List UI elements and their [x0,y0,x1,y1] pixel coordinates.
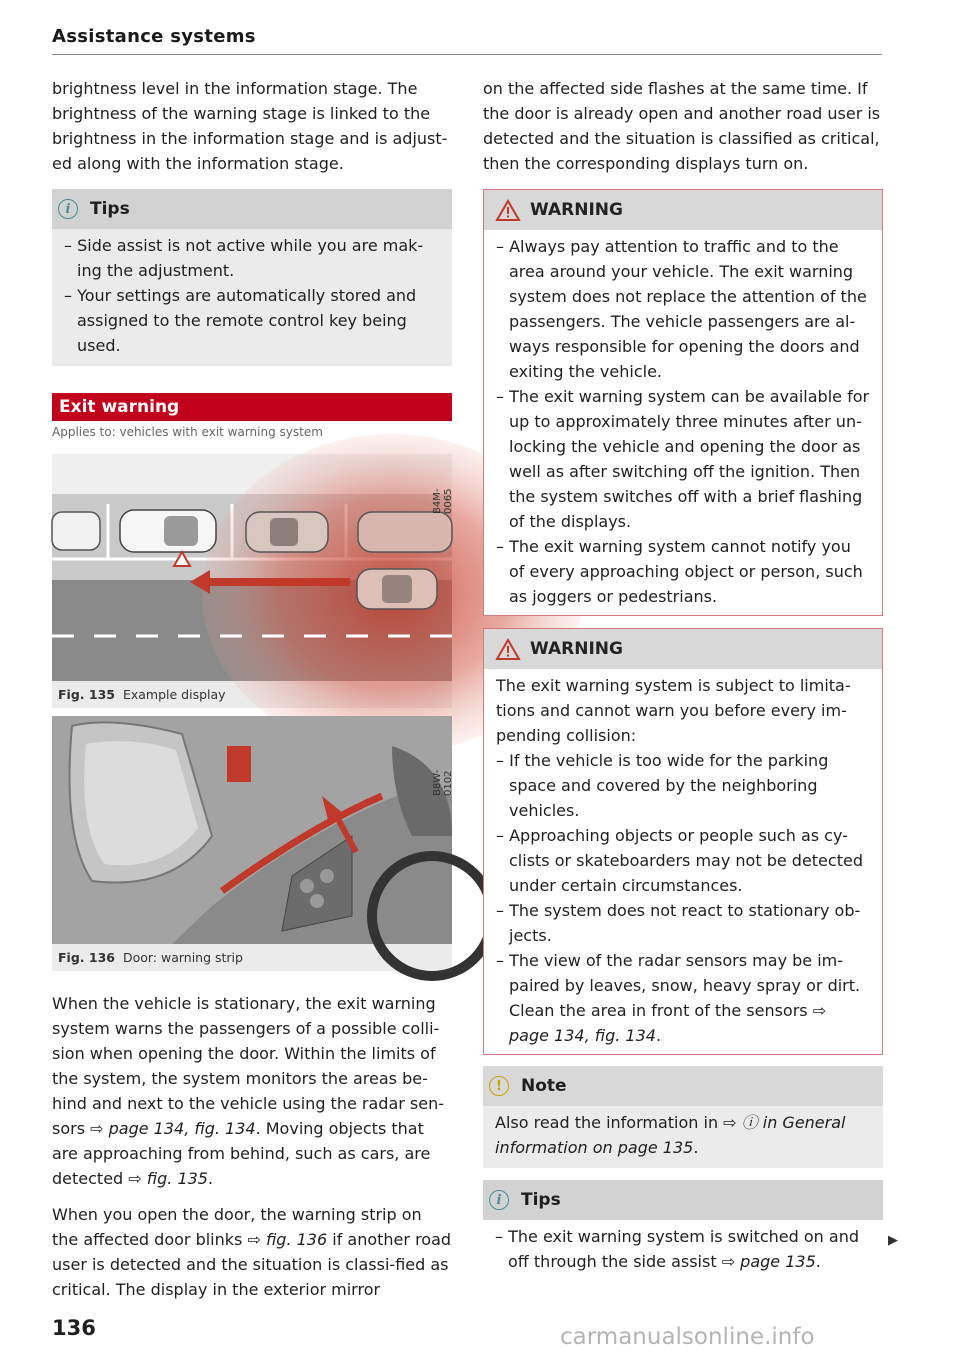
door-warning-strip-illustration [52,716,452,944]
warning-body [484,669,882,1054]
info-icon: i [58,199,78,219]
tips-title: Tips [521,1190,561,1210]
warning-item: – The exit warning system cannot notify you of every approaching object or person, such as joggers or pedestrians. [496,534,870,609]
tips-header [52,189,452,229]
note-body [483,1106,883,1168]
note-icon: ! [489,1076,509,1096]
warning-item: – The exit warning system can be available for up to approximately three minutes after un-locking the vehicle and opening the door as well as after switching off the ignition. Then the system switches off with a brief flashing of the displays. [496,384,870,534]
warning-header [484,190,882,230]
section-reference-link[interactable]: ⇨ ⓘ in General information on page 135 [495,1113,846,1157]
text-run: The exit warning system is switched on and off through the side assist [508,1227,860,1271]
warning-item: – If the vehicle is too wide for the parking space and covered by the neighboring vehicles. [496,748,870,823]
body-paragraph [52,1202,452,1302]
warning-intro: The exit warning system is subject to limita-tions and cannot warn you before every im-pending collision: [496,676,851,745]
page-reference-link[interactable]: ⇨ page 134, fig. 134 [90,1119,256,1138]
figure-caption-text: Example display [122,687,226,702]
tips-title: Tips [90,199,130,219]
note-title: Note [521,1076,567,1096]
warning-triangle-icon [496,199,520,221]
note-header [483,1066,883,1106]
section-title: Exit warning [52,393,452,421]
warning-triangle-icon [496,638,520,660]
tips-box [52,189,452,366]
figure-label: Fig. 136 [58,950,115,965]
tips-item [495,1224,871,1274]
header-title: Assistance systems [52,26,256,47]
text-run: When the vehicle is stationary, the exit warning system warns the passengers of a possible colli-sion when opening the door. Within the limits of the system, the system monitors the areas be-hind and next to the vehicle using the radar sen-sors [52,994,444,1138]
tips-body [52,229,452,366]
page-number: 136 [52,1316,96,1340]
body-paragraph [52,991,452,1191]
tips-item: – Your settings are automatically stored and assigned to the remote control key being used. [64,283,440,358]
page-header [52,26,882,55]
text-run: Also read the information in [495,1113,724,1132]
note-box [483,1066,883,1168]
warning-box [483,189,883,616]
warning-box [483,628,883,1055]
tips-box [483,1180,883,1282]
warning-title: WARNING [530,200,623,220]
text-run: . [655,1026,662,1045]
left-column [52,76,452,1302]
page-reference-link[interactable]: ⇨ page 135 [721,1252,816,1271]
tips-header [483,1180,883,1220]
applies-to: Applies to: vehicles with exit warning system [52,425,323,439]
right-column [483,76,883,1282]
warning-header [484,629,882,669]
intro-paragraph: brightness level in the information stage. The brightness of the warning stage is linked to the brightness in the information stage and is adjust-ed along with the information stage. [52,79,448,173]
figure-code: B8W-0102 [432,769,454,796]
continue-arrow-icon: ▶ [888,1233,898,1248]
mirror-warning-light [227,746,251,782]
figure-135 [52,454,452,708]
tips-body [483,1220,883,1282]
text-run: When you open the door, the warning strip on the affected door blinks [52,1205,422,1249]
warning-title: WARNING [530,639,623,659]
tips-item: – Side assist is not active while you are mak-ing the adjustment. [64,233,440,283]
intro-paragraph: on the affected side flashes at the same time. If the door is already open and another road user is detected and the situation is classified as critical, then the corresponding displays turn on. [483,79,881,173]
figure-label: Fig. 135 [58,687,115,702]
warning-item: – The system does not react to stationary ob-jects. [496,898,870,948]
page-reference-link[interactable]: ⇨ page 134, fig. 134 [509,1001,827,1045]
figure-136 [52,716,452,971]
text-run: . Moving objects that are approaching from behind, such as cars, are detected [52,1119,431,1188]
text-run: The view of the radar sensors may be im-paired by leaves, snow, heavy spray or dirt. Clean the area in front of the sensors [509,951,861,1020]
warning-body [484,230,882,615]
door-interior-svg [52,716,452,944]
info-icon: i [489,1190,509,1210]
figure-reference-link[interactable]: ⇨ fig. 136 [247,1230,328,1249]
figure-code: B4M-0065 [432,488,454,514]
warning-item [496,948,870,1048]
warning-item: – Always pay attention to traffic and to the area around your vehicle. The exit warning system does not replace the attention of the passengers. The vehicle passengers are al-ways responsible for opening the doors and exiting the vehicle. [496,234,870,384]
text-run: if another road user is detected and the situation is classi-fied as critical. The display in the exterior mirror [52,1230,452,1299]
parking-scene-svg [52,454,452,681]
text-run: . [207,1169,214,1188]
text-run: . [815,1252,821,1271]
example-display-illustration [52,454,452,681]
text-run: . [693,1138,699,1157]
note-text [495,1110,871,1160]
figure-reference-link[interactable]: ⇨ fig. 135 [128,1169,208,1188]
watermark: carmanualsonline.info [560,1324,815,1350]
figure-caption-text: Door: warning strip [122,950,243,965]
warning-item: – Approaching objects or people such as cy-clists or skateboarders may not be detected under certain circumstances. [496,823,870,898]
